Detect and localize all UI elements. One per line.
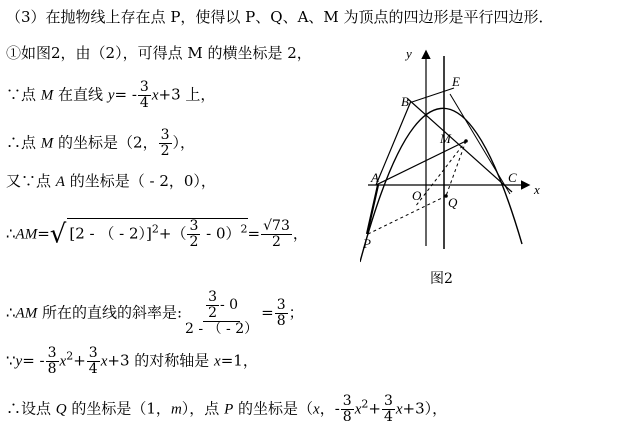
line-1: ①如图2，由（2），可得点 M 的横坐标是 2， bbox=[6, 44, 312, 62]
header-line: （3）在抛物线上存在点 P，使得以 P、Q、A、M 为顶点的四边形是平行四边形． bbox=[6, 8, 554, 26]
line-8: ∴设点 Q 的坐标是（1，m），点 P 的坐标是（x，- $\frac{3}{8}$ $x^2+$ $\frac{3}{4}$ x+3）， bbox=[6, 393, 448, 425]
dashed-p-q bbox=[368, 196, 446, 234]
line-3: ∴点 M 的坐标是（2， $\frac{3}{2}$ ）， bbox=[6, 127, 196, 159]
label-o: O bbox=[412, 188, 422, 203]
label-p: P bbox=[363, 236, 371, 251]
line-a-b bbox=[376, 101, 411, 185]
fraction: $\frac{3}{8}$ bbox=[276, 297, 286, 329]
line-4: 又∵点 A 的坐标是（ - 2，0）， bbox=[6, 172, 216, 190]
dashed-m-dash bbox=[415, 141, 466, 207]
label-x: x bbox=[534, 182, 540, 197]
figure-caption: 图2 bbox=[430, 271, 453, 287]
fraction: $\frac{3}{4}$ bbox=[139, 79, 149, 111]
radicand: [2 - （ - 2）]$^2$+（ $\frac{3}{2}$ - 0）$^2$ bbox=[69, 218, 248, 250]
line-a-p bbox=[367, 185, 378, 234]
label-b: B bbox=[401, 94, 409, 109]
fraction: $\frac{√73}{2}$ bbox=[263, 218, 290, 250]
line-b-c bbox=[408, 99, 512, 192]
line-5: ∴AM=√ [2 - （ - 2）]$^2$+（ $\frac{3}{2}$ - 0）$^2$= $\frac{√73}{2}$ ， bbox=[6, 218, 308, 250]
point-m bbox=[464, 139, 468, 143]
slope-fraction: $\frac{3}{2}$ - 0 2 - （ - 2） bbox=[185, 289, 259, 337]
label-a: A bbox=[371, 170, 379, 185]
line-2: ∵点 M 在直线 y= - $\frac{3}{4}$ x+3 上， bbox=[6, 79, 216, 111]
label-m: M bbox=[440, 131, 451, 146]
geometry-figure bbox=[360, 44, 550, 264]
line-b-e bbox=[412, 88, 454, 102]
radical-sign: √ bbox=[49, 219, 67, 250]
label-e: E bbox=[452, 74, 460, 89]
line-7: ∵y= - $\frac{3}{8}$ $x^2+$ $\frac{3}{4}$ x+3 的对称轴是 x=1， bbox=[6, 345, 258, 377]
line-6: ∴AM 所在的直线的斜率是: $\frac{3}{2}$ - 0 2 - （ - 2） = $\frac{3}{8}$ ； bbox=[6, 289, 304, 337]
fraction: $\frac{3}{2}$ bbox=[160, 127, 170, 159]
line-a-m bbox=[376, 141, 466, 185]
label-c: C bbox=[508, 170, 517, 185]
label-q: Q bbox=[448, 195, 458, 210]
label-y: y bbox=[406, 46, 412, 61]
